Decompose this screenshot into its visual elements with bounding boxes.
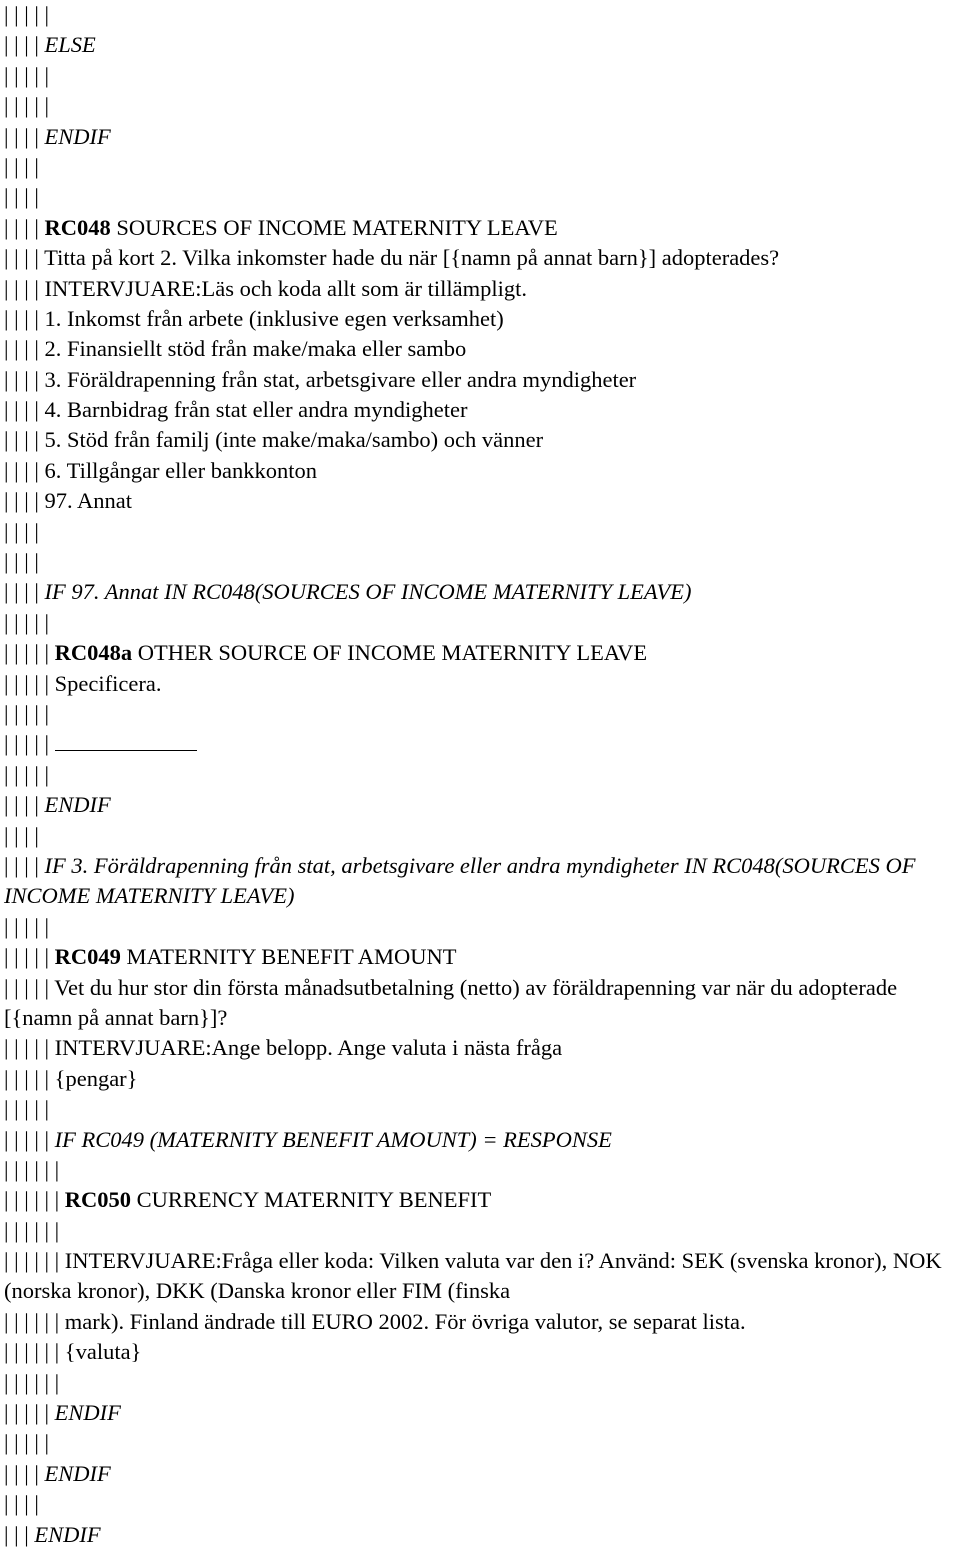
document-line	[4, 1033, 958, 1063]
document-line	[4, 61, 958, 91]
indent-bars: | | | |	[4, 32, 39, 58]
indent-bars: | | | |	[4, 184, 39, 210]
indent-bars: | | | |	[4, 457, 39, 483]
questionnaire-document	[4, 0, 958, 1550]
line-text: 6. Tillgångar eller bankkonton	[44, 457, 318, 483]
document-line	[4, 1398, 958, 1428]
indent-bars: | | | |	[4, 852, 39, 878]
question-code: RC049	[54, 944, 121, 970]
document-line	[4, 1489, 958, 1519]
document-line	[4, 638, 958, 668]
line-text: 3. Föräldrapenning från stat, arbetsgivare eller andra myndigheter	[44, 366, 637, 392]
indent-bars: | | | | | |	[4, 1339, 60, 1365]
document-line	[4, 1094, 958, 1124]
indent-bars: | | | |	[4, 336, 39, 362]
indent-bars: | | | | |	[4, 761, 50, 787]
document-line	[4, 0, 958, 30]
document-line	[4, 334, 958, 364]
document-line	[4, 91, 958, 121]
indent-bars: | | | |	[4, 275, 39, 301]
document-line	[4, 608, 958, 638]
routing-statement: ELSE	[44, 32, 96, 58]
document-line	[4, 1307, 958, 1337]
indent-bars: | | | | |	[4, 609, 50, 635]
document-line	[4, 821, 958, 851]
document-line	[4, 1368, 958, 1398]
indent-bars: | | | |	[4, 214, 39, 240]
indent-bars: | | | |	[4, 123, 39, 149]
line-text: mark). Finland ändrade till EURO 2002. För övriga valutor, se separat lista.	[64, 1308, 746, 1334]
indent-bars: | | | |	[4, 579, 39, 605]
question-code: RC048	[44, 214, 111, 240]
indent-bars: | | | | |	[4, 640, 50, 666]
document-line	[4, 973, 958, 1034]
indent-bars: | | | | |	[4, 1065, 50, 1091]
document-line	[4, 517, 958, 547]
document-line	[4, 182, 958, 212]
indent-bars: | | | | | |	[4, 1187, 60, 1213]
line-text: INTERVJUARE:Läs och koda allt som är tillämpligt.	[44, 275, 528, 301]
indent-bars: | | | |	[4, 1491, 39, 1517]
line-text: CURRENCY MATERNITY BENEFIT	[136, 1187, 492, 1213]
indent-bars: | | | | |	[4, 944, 50, 970]
question-code: RC048a	[54, 640, 133, 666]
routing-statement: IF 3. Föräldrapenning från stat, arbetsgivare eller andra myndigheter IN RC048(SOURCES OF INCOME MATERNITY LEAVE)	[4, 852, 916, 909]
routing-statement: IF 97. Annat IN RC048(SOURCES OF INCOME MATERNITY LEAVE)	[44, 579, 692, 605]
indent-bars: | | | |	[4, 397, 39, 423]
question-code: RC050	[64, 1187, 132, 1213]
document-line	[4, 1459, 958, 1489]
document-line	[4, 547, 958, 577]
document-line	[4, 1064, 958, 1094]
indent-bars: | | | |	[4, 427, 39, 453]
document-line	[4, 1216, 958, 1246]
document-line	[4, 699, 958, 729]
routing-statement: ENDIF	[44, 123, 111, 149]
indent-bars: | | | |	[4, 822, 39, 848]
indent-bars: | | | | | |	[4, 1248, 60, 1274]
document-line	[4, 304, 958, 334]
document-line	[4, 760, 958, 790]
indent-bars: | | | |	[4, 518, 39, 544]
routing-statement: ENDIF	[44, 1460, 111, 1486]
line-text: {pengar}	[54, 1065, 138, 1091]
line-text: INTERVJUARE:Fråga eller koda: Vilken valuta var den i? Använd: SEK (svenska kronor), NOK (norska kronor), DKK (Danska kronor eller FIM (finska	[4, 1248, 942, 1304]
indent-bars: | | | | | |	[4, 1217, 60, 1243]
document-line	[4, 213, 958, 243]
line-text: 1. Inkomst från arbete (inklusive egen verksamhet)	[44, 305, 504, 331]
line-text: Vet du hur stor din första månadsutbetalning (netto) av föräldrapenning var när du adopterade [{namn på annat barn}]?	[4, 974, 898, 1030]
document-line	[4, 1337, 958, 1367]
document-line	[4, 1155, 958, 1185]
document-line	[4, 729, 958, 759]
indent-bars: | | | | | |	[4, 1369, 60, 1395]
indent-bars: | | | | |	[4, 670, 50, 696]
document-line	[4, 395, 958, 425]
indent-bars: | | |	[4, 1521, 29, 1547]
indent-bars: | | | |	[4, 549, 39, 575]
indent-bars: | | | | |	[4, 1035, 50, 1061]
routing-statement: ENDIF	[44, 792, 111, 818]
indent-bars: | | | |	[4, 305, 39, 331]
document-line	[4, 1125, 958, 1155]
indent-bars: | | | | |	[4, 1400, 50, 1426]
document-line	[4, 1520, 958, 1550]
line-text: 5. Stöd från familj (inte make/maka/sambo) och vänner	[44, 427, 544, 453]
indent-bars: | | | | | |	[4, 1308, 60, 1334]
document-line	[4, 456, 958, 486]
indent-bars: | | | | |	[4, 913, 50, 939]
document-line	[4, 1185, 958, 1215]
indent-bars: | | | | |	[4, 93, 50, 119]
line-text: 97. Annat	[44, 488, 133, 514]
indent-bars: | | | |	[4, 488, 39, 514]
line-text: {valuta}	[64, 1339, 142, 1365]
document-line	[4, 912, 958, 942]
document-line	[4, 790, 958, 820]
document-line	[4, 274, 958, 304]
document-line	[4, 577, 958, 607]
document-line	[4, 243, 958, 273]
document-line	[4, 486, 958, 516]
line-text: Titta på kort 2. Vilka inkomster hade du när [{namn på annat barn}] adopterades?	[44, 245, 780, 271]
indent-bars: | | | | |	[4, 62, 50, 88]
indent-bars: | | | |	[4, 792, 39, 818]
document-line	[4, 152, 958, 182]
indent-bars: | | | |	[4, 245, 39, 271]
indent-bars: | | | | |	[4, 700, 50, 726]
line-text: 2. Finansiellt stöd från make/maka eller sambo	[44, 336, 467, 362]
routing-statement: ENDIF	[34, 1521, 101, 1547]
routing-statement: ENDIF	[54, 1400, 121, 1426]
document-line	[4, 851, 958, 912]
line-text: OTHER SOURCE OF INCOME MATERNITY LEAVE	[137, 640, 648, 666]
document-line	[4, 1428, 958, 1458]
indent-bars: | | | |	[4, 1460, 39, 1486]
line-text: Specificera.	[54, 670, 162, 696]
indent-bars: | | | | | |	[4, 1156, 60, 1182]
indent-bars: | | | | |	[4, 2, 50, 27]
document-line	[4, 122, 958, 152]
document-line	[4, 30, 958, 60]
indent-bars: | | | |	[4, 153, 39, 179]
indent-bars: | | | |	[4, 366, 39, 392]
indent-bars: | | | | |	[4, 974, 50, 1000]
document-line	[4, 942, 958, 972]
answer-blank[interactable]	[55, 732, 197, 751]
line-text: SOURCES OF INCOME MATERNITY LEAVE	[116, 214, 558, 240]
line-text: INTERVJUARE:Ange belopp. Ange valuta i nästa fråga	[54, 1035, 563, 1061]
line-text: 4. Barnbidrag från stat eller andra myndigheter	[44, 397, 468, 423]
routing-statement: IF RC049 (MATERNITY BENEFIT AMOUNT) = RESPONSE	[54, 1126, 612, 1152]
indent-bars: | | | | |	[4, 1430, 50, 1456]
indent-bars: | | | | |	[4, 1126, 50, 1152]
document-line	[4, 365, 958, 395]
line-text: MATERNITY BENEFIT AMOUNT	[126, 944, 457, 970]
indent-bars: | | | | |	[4, 1096, 50, 1122]
document-line	[4, 1246, 958, 1307]
indent-bars: | | | | |	[4, 731, 50, 757]
document-line	[4, 669, 958, 699]
document-line	[4, 425, 958, 455]
